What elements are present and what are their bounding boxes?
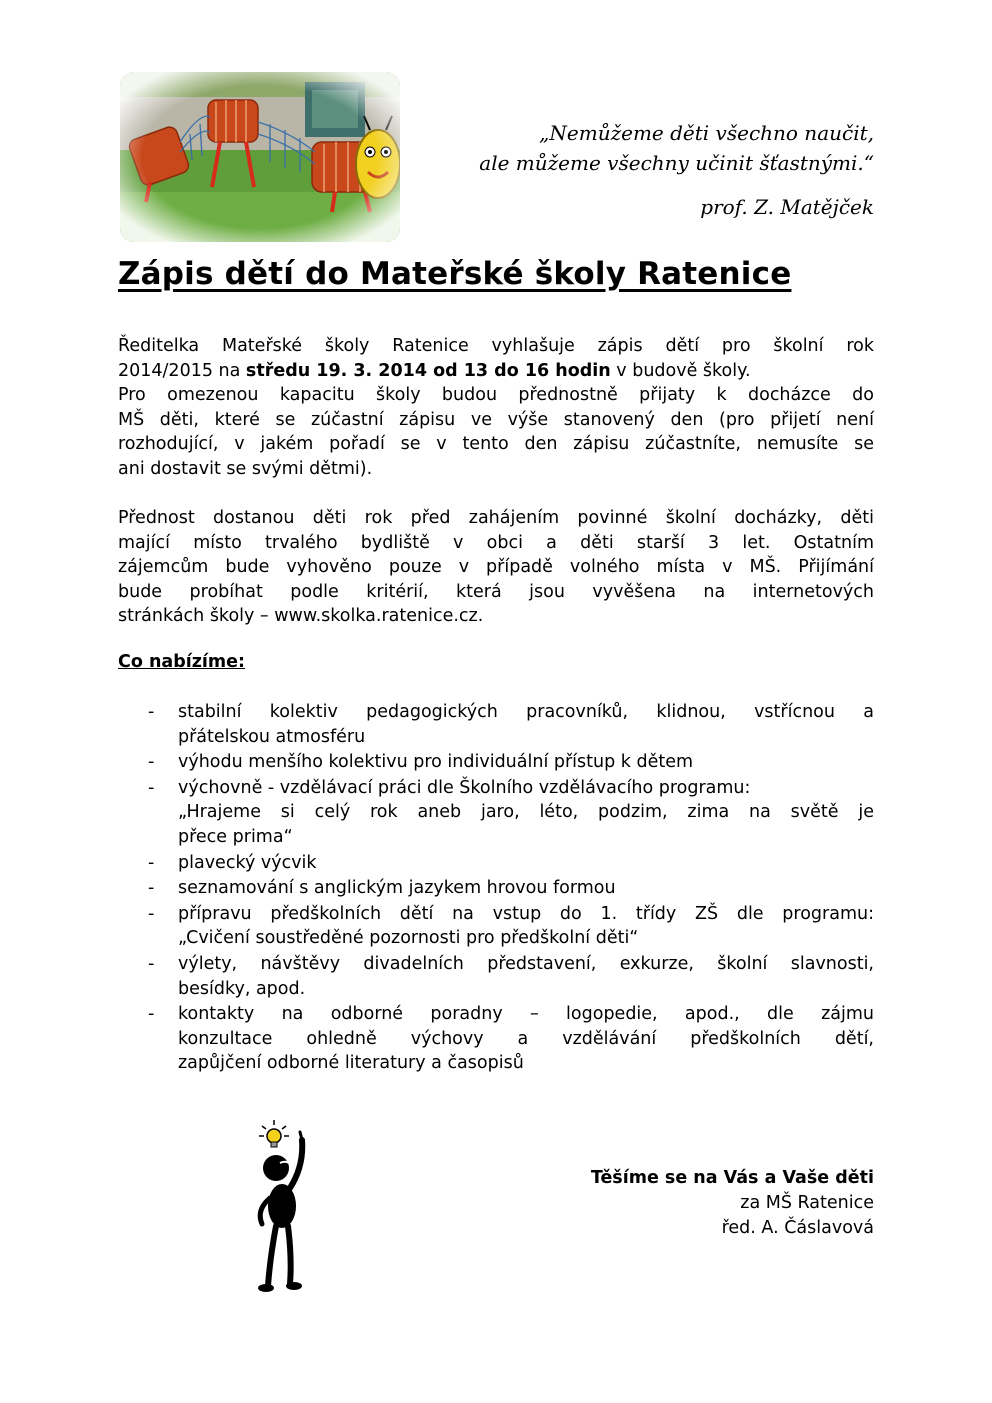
dash-bullet: - bbox=[148, 702, 155, 722]
playground-photo bbox=[120, 72, 400, 242]
paragraph-line: MŠ děti, které se zúčastní zápisu ve výše stanovený den (pro přijetí není bbox=[118, 409, 874, 430]
dash-bullet: - bbox=[148, 903, 155, 924]
list-item-line: „Hrajeme si celý rok aneb jaro, léto, podzim, zima na světě je bbox=[178, 802, 874, 823]
quote-line-2: ale můžeme všechny učinit šťastnými.“ bbox=[479, 151, 874, 175]
paragraph-line: bude probíhat podle kritérií, která jsou vyvěšena na internetových bbox=[118, 581, 874, 602]
list-item bbox=[118, 952, 874, 1001]
paragraph-line: zájemcům bude vyhověno pouze v případě volného místa v MŠ. Přijímání bbox=[118, 557, 874, 578]
lightbulb-icon bbox=[259, 1120, 289, 1147]
list-item-line: besídky, apod. bbox=[178, 978, 306, 999]
paragraph-announcement bbox=[118, 334, 874, 482]
signature-name: řed. A. Čáslavová bbox=[721, 1218, 874, 1238]
paragraph-line: Přednost dostanou děti rok před zahájením povinné školní docházky, děti bbox=[118, 508, 874, 528]
list-item-line: výhodu menšího kolektivu pro individuální přístup k dětem bbox=[178, 752, 694, 773]
page-title: Zápis dětí do Mateřské školy Ratenice bbox=[118, 256, 792, 292]
text-run: v budově školy. bbox=[610, 360, 751, 381]
dash-bullet: - bbox=[148, 752, 155, 773]
quote-author: prof. Z. Matějček bbox=[700, 195, 874, 219]
offer-heading: Co nabízíme: bbox=[118, 652, 246, 672]
dash-bullet: - bbox=[148, 1004, 155, 1025]
list-item-line: „Cvičení soustředěné pozornosti pro předškolní děti“ bbox=[178, 928, 639, 949]
paragraph-line: mající místo trvalého bydliště v obci a děti starší 3 let. Ostatním bbox=[118, 532, 874, 553]
offer-list bbox=[118, 700, 874, 1077]
dash-bullet: - bbox=[148, 878, 155, 899]
signature-block bbox=[591, 1166, 874, 1241]
list-item bbox=[118, 1002, 874, 1076]
list-item-line: přece prima“ bbox=[178, 826, 293, 847]
list-item-line: kontakty na odborné poradny – logopedie, apod., dle zájmu bbox=[178, 1004, 874, 1025]
paragraph-line: rozhodující, v jakém pořadí se v tento den zápisu zúčastníte, nemusíte se bbox=[118, 434, 874, 455]
motto-quote bbox=[394, 118, 874, 222]
dash-bullet: - bbox=[148, 953, 155, 974]
text-run: 2014/2015 na bbox=[118, 360, 246, 381]
list-item bbox=[118, 876, 874, 901]
list-item bbox=[118, 902, 874, 951]
paragraph-priority bbox=[118, 506, 874, 629]
dash-bullet: - bbox=[148, 852, 155, 873]
list-item-line: výchovně - vzdělávací práci dle Školního vzdělávacího programu: bbox=[178, 777, 751, 798]
list-item bbox=[118, 700, 874, 749]
list-item bbox=[118, 851, 874, 876]
list-item-line: konzultace ohledně výchovy a vzdělávání předškolních dětí, bbox=[178, 1028, 874, 1049]
idea-figure-icon bbox=[250, 1118, 320, 1298]
list-item-line: výlety, návštěvy divadelních představení, exkurze, školní slavnosti, bbox=[178, 953, 874, 974]
quote-line-1: „Nemůžeme děti všechno naučit, bbox=[539, 121, 874, 145]
list-item bbox=[118, 750, 874, 775]
paragraph-line: Ředitelka Mateřské školy Ratenice vyhlašuje zápis dětí pro školní rok bbox=[118, 336, 874, 356]
dash-bullet: - bbox=[148, 777, 155, 798]
enrollment-date: středu 19. 3. 2014 od 13 do 16 hodin bbox=[245, 360, 611, 381]
list-item-line: zapůjčení odborné literatury a časopisů bbox=[178, 1053, 524, 1074]
signature-org: za MŠ Ratenice bbox=[740, 1193, 874, 1213]
paragraph-line: ani dostavit se svými dětmi). bbox=[118, 458, 373, 479]
list-item-line: plavecký výcvik bbox=[178, 852, 317, 873]
list-item-line: přípravu předškolních dětí na vstup do 1. třídy ZŠ dle programu: bbox=[178, 903, 874, 924]
closing-line: Těšíme se na Vás a Vaše děti bbox=[590, 1168, 874, 1188]
list-item-line: stabilní kolektiv pedagogických pracovníků, klidnou, vstřícnou a bbox=[178, 702, 874, 722]
list-item-line: seznamování s anglickým jazykem hrovou formou bbox=[178, 878, 616, 899]
list-item-line: přátelskou atmosféru bbox=[178, 726, 366, 747]
list-item bbox=[118, 776, 874, 850]
paragraph-line: stránkách školy – www.skolka.ratenice.cz. bbox=[118, 606, 484, 627]
paragraph-line bbox=[118, 359, 874, 384]
paragraph-line: Pro omezenou kapacitu školy budou přednostně přijaty k docházce do bbox=[118, 385, 874, 406]
